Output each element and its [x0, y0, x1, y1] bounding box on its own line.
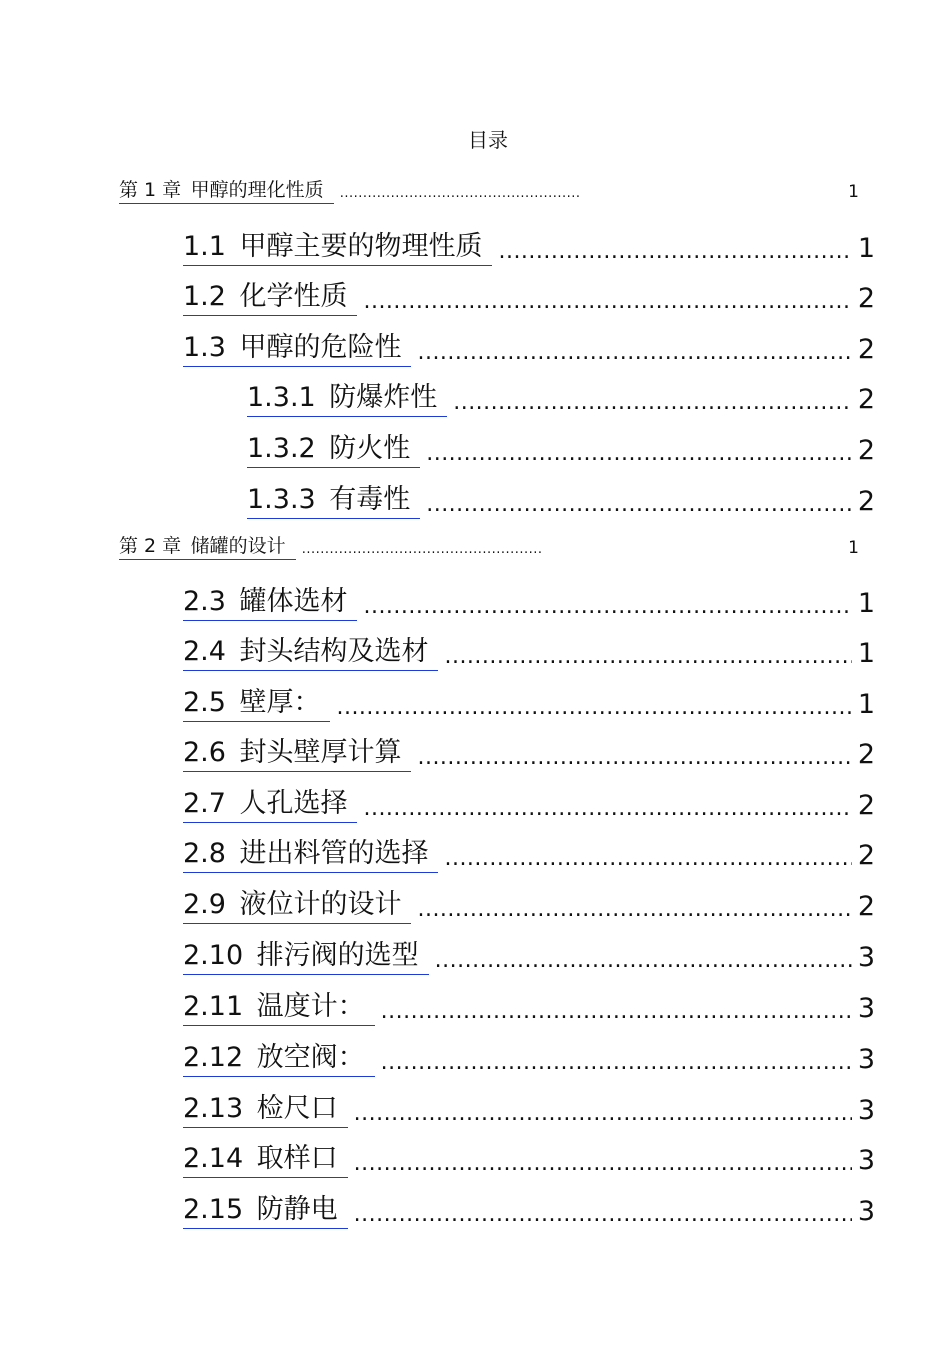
toc-entry-title: 温度计：	[256, 991, 365, 1022]
toc-entry-title: 排污阀的选型	[256, 940, 419, 971]
toc-entry-number: 2.6	[183, 737, 226, 768]
toc-entry-title: 罐体选材	[239, 586, 348, 617]
toc-entry-label	[183, 837, 438, 873]
toc-entry-title: 人孔选择	[239, 788, 348, 819]
toc-page-number: 3	[857, 1145, 875, 1176]
toc-entry-title: 进出料管的选择	[239, 838, 429, 869]
toc-dot-leader	[381, 998, 852, 1026]
toc-entry-number: 1.3	[183, 332, 226, 363]
toc-entry-1-3-1[interactable]	[247, 381, 875, 417]
toc-entry-2-4[interactable]	[183, 635, 875, 671]
toc-entry-title: 甲醇的理化性质	[190, 179, 324, 201]
toc-page-number: 2	[857, 283, 875, 314]
toc-entry-label	[183, 1041, 375, 1077]
toc-entry-number: 2.14	[183, 1143, 244, 1174]
toc-dot-leader	[435, 947, 852, 975]
toc-entry-1-3-2[interactable]	[247, 432, 875, 468]
toc-entry-label	[247, 483, 420, 519]
toc-entry-label	[183, 939, 429, 975]
toc-entry-label	[119, 178, 334, 204]
toc-entry-number: 2.15	[183, 1194, 244, 1225]
toc-entry-title: 封头结构及选材	[239, 636, 429, 667]
toc-entry-title: 取样口	[256, 1143, 338, 1174]
toc-entry-2-9[interactable]	[183, 888, 875, 924]
toc-page-number: 1	[848, 538, 859, 558]
toc-dot-leader	[426, 440, 852, 468]
toc-entry-number: 2.5	[183, 687, 226, 718]
toc-entry-label	[183, 1142, 348, 1178]
toc-entry-chapter-1[interactable]	[119, 178, 859, 204]
toc-page-number: 2	[857, 334, 875, 365]
toc-page-number: 3	[857, 1044, 875, 1075]
toc-entry-1-2[interactable]	[183, 280, 875, 316]
toc-dot-leader	[354, 1100, 852, 1128]
toc-entry-label	[119, 534, 296, 560]
toc-page-number: 2	[857, 435, 875, 466]
toc-entry-label	[183, 736, 411, 772]
toc-entry-title: 防静电	[256, 1194, 338, 1225]
toc-page-number: 2	[857, 486, 875, 517]
toc-entry-number: 2.8	[183, 838, 226, 869]
toc-entry-1-3-3[interactable]	[247, 483, 875, 519]
toc-page-number: 1	[857, 689, 875, 720]
toc-entry-label	[247, 381, 447, 417]
toc-page-number: 3	[857, 1196, 875, 1227]
toc-entry-number: 2.13	[183, 1093, 244, 1124]
toc-entry-number: 1.3.3	[247, 484, 316, 515]
toc-entry-number: 第 1 章	[119, 179, 182, 201]
toc-entry-number: 2.4	[183, 636, 226, 667]
toc-page-number: 1	[848, 182, 859, 202]
toc-dot-leader	[363, 795, 851, 823]
toc-dot-leader	[444, 845, 851, 873]
toc-dot-leader	[417, 339, 851, 367]
toc-entry-title: 储罐的设计	[190, 535, 286, 557]
toc-entry-2-12[interactable]	[183, 1041, 875, 1077]
toc-entry-title: 防爆炸性	[329, 382, 438, 413]
toc-entry-number: 2.7	[183, 788, 226, 819]
toc-entry-number: 2.10	[183, 940, 244, 971]
toc-entry-label	[183, 1092, 348, 1128]
toc-dot-leader	[381, 1049, 852, 1077]
toc-dot-leader	[302, 540, 542, 560]
toc-entry-2-5[interactable]	[183, 686, 875, 722]
toc-page-number: 1	[857, 233, 875, 264]
toc-dot-leader	[426, 491, 852, 519]
toc-entry-title: 放空阀：	[256, 1042, 365, 1073]
toc-entry-title: 壁厚：	[239, 687, 321, 718]
toc-dot-leader	[444, 643, 851, 671]
toc-title: 目录	[468, 128, 508, 152]
toc-entry-2-3[interactable]	[183, 585, 875, 621]
toc-dot-leader	[363, 593, 851, 621]
toc-entry-number: 2.11	[183, 991, 244, 1022]
toc-entry-label	[183, 280, 357, 316]
toc-entry-2-6[interactable]	[183, 736, 875, 772]
toc-page-number: 3	[857, 1095, 875, 1126]
toc-entry-title: 甲醇的危险性	[239, 332, 402, 363]
toc-entry-label	[183, 686, 330, 722]
toc-page-number: 1	[857, 638, 875, 669]
toc-dot-leader	[354, 1201, 852, 1229]
toc-page-number: 2	[857, 739, 875, 770]
toc-entry-label	[183, 230, 492, 266]
toc-page-number: 2	[857, 790, 875, 821]
toc-dot-leader	[498, 238, 851, 266]
toc-entry-label	[247, 432, 420, 468]
toc-entry-2-8[interactable]	[183, 837, 875, 873]
toc-entry-number: 1.3.1	[247, 382, 316, 413]
toc-entry-label	[183, 585, 357, 621]
toc-entry-2-14[interactable]	[183, 1142, 875, 1178]
toc-entry-number: 1.3.2	[247, 433, 316, 464]
toc-entry-2-11[interactable]	[183, 990, 875, 1026]
toc-dot-leader	[453, 389, 852, 417]
toc-entry-number: 1.2	[183, 281, 226, 312]
toc-entry-title: 有毒性	[329, 484, 411, 515]
toc-entry-2-13[interactable]	[183, 1092, 875, 1128]
toc-entry-label	[183, 888, 411, 924]
toc-dot-leader	[363, 288, 851, 316]
toc-entry-title: 液位计的设计	[239, 889, 402, 920]
toc-entry-title: 化学性质	[239, 281, 348, 312]
toc-dot-leader	[340, 184, 580, 204]
toc-page-number: 3	[857, 942, 875, 973]
toc-dot-leader	[417, 896, 851, 924]
toc-entry-title: 防火性	[329, 433, 411, 464]
toc-entry-1-1[interactable]	[183, 230, 875, 266]
toc-entry-1-3[interactable]	[183, 331, 875, 367]
toc-dot-leader	[336, 694, 851, 722]
toc-page-number: 2	[857, 891, 875, 922]
toc-page-number: 1	[857, 588, 875, 619]
toc-entry-2-7[interactable]	[183, 787, 875, 823]
toc-entry-number: 2.3	[183, 586, 226, 617]
toc-entry-number: 1.1	[183, 231, 226, 262]
toc-entry-label	[183, 787, 357, 823]
toc-entry-number: 第 2 章	[119, 535, 182, 557]
toc-page-number: 2	[857, 384, 875, 415]
toc-entry-title: 甲醇主要的物理性质	[239, 231, 483, 262]
toc-entry-label	[183, 635, 438, 671]
toc-entry-label	[183, 990, 375, 1026]
toc-entry-2-10[interactable]	[183, 939, 875, 975]
toc-entry-title: 封头壁厚计算	[239, 737, 402, 768]
toc-entry-title: 检尺口	[256, 1093, 338, 1124]
toc-entry-label	[183, 331, 411, 367]
toc-entry-number: 2.12	[183, 1042, 244, 1073]
toc-entry-2-15[interactable]	[183, 1193, 875, 1229]
toc-page-number: 3	[857, 993, 875, 1024]
toc-entry-label	[183, 1193, 348, 1229]
toc-entry-chapter-2[interactable]	[119, 534, 859, 560]
toc-page-number: 2	[857, 840, 875, 871]
toc-dot-leader	[354, 1150, 852, 1178]
toc-dot-leader	[417, 744, 851, 772]
toc-entry-number: 2.9	[183, 889, 226, 920]
